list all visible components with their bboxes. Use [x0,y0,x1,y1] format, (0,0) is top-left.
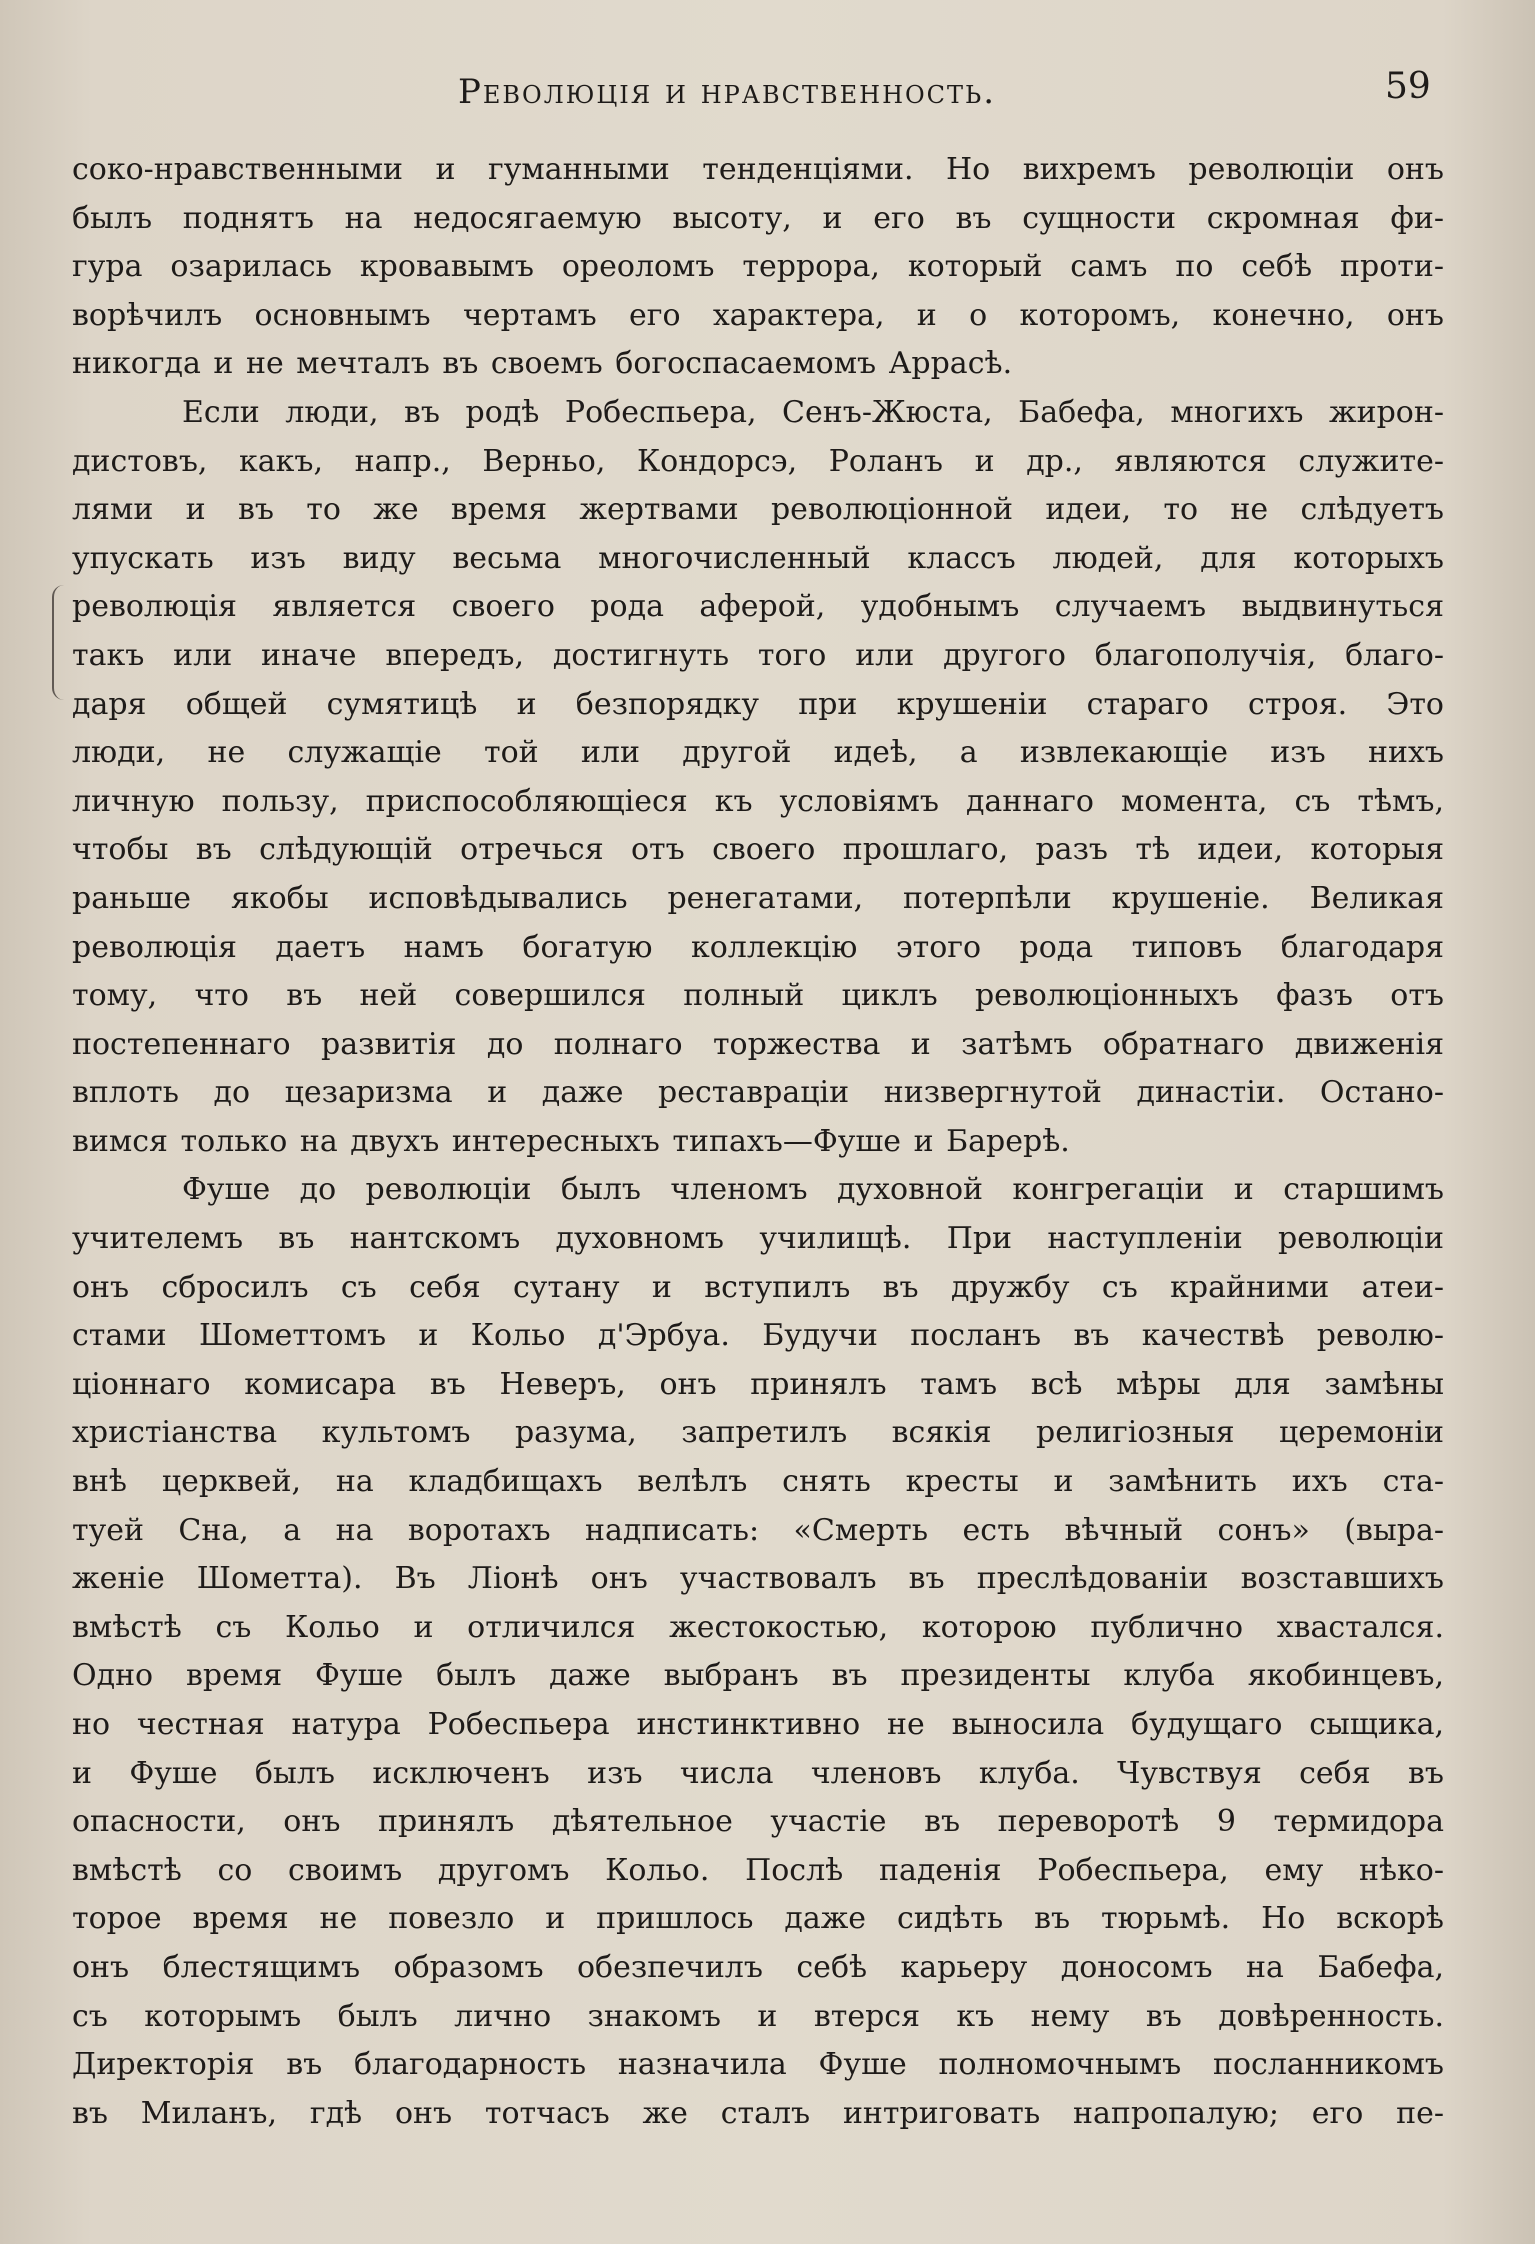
running-head [0,66,1535,122]
text-line: вмѣстѣ со своимъ другомъ Кольо. Послѣ паденія Робеспьера, ему нѣко- [72,1852,1444,1888]
text-line: христіанства культомъ разума, запретилъ всякія религіозныя церемоніи [72,1415,1444,1451]
text-line: въ Миланъ, гдѣ онъ тотчасъ же сталъ интриговать напропалую; его пе- [72,2095,1444,2131]
text-line: люди, не служащіе той или другой идеѣ, а извлекающіе изъ нихъ [72,735,1444,771]
text-line: такъ или иначе впередъ, достигнуть того или другого благополучія, благо- [72,637,1444,673]
text-line: туей Сна, а на воротахъ надписать: «Смерть есть вѣчный сонъ» (выра- [72,1512,1444,1548]
text-line: съ которымъ былъ лично знакомъ и втерся къ нему въ довѣренность. [72,1998,1444,2034]
text-line: вплоть до цезаризма и даже реставраціи низвергнутой династіи. Остано- [72,1075,1444,1111]
margin-bracket-mark [52,585,68,700]
text-line: Если люди, въ родѣ Робеспьера, Сенъ-Жюста, Бабефа, многихъ жирон- [182,394,1444,430]
page-number: 59 [1385,66,1431,107]
text-line: даря общей сумятицѣ и безпорядку при крушеніи стараго строя. Это [72,686,1444,722]
text-line: Одно время Фуше былъ даже выбранъ въ президенты клуба якобинцевъ, [72,1658,1444,1694]
text-line: личную пользу, приспособляющіеся къ условіямъ даннаго момента, съ тѣмъ, [72,783,1444,819]
text-line: ворѣчилъ основнымъ чертамъ его характера, и о которомъ, конечно, онъ [72,297,1444,333]
text-line: тому, что въ ней совершился полный циклъ революціонныхъ фазъ отъ [72,978,1444,1014]
text-line: женіе Шометта). Въ Ліонѣ онъ участвовалъ въ преслѣдованіи возставшихъ [72,1561,1444,1597]
text-line: упускать изъ виду весьма многочисленный классъ людей, для которыхъ [72,540,1444,576]
text-line: но честная натура Робеспьера инстинктивно не выносила будущаго сыщика, [72,1707,1444,1742]
text-line: учителемъ въ нантскомъ духовномъ училищѣ. При наступленіи революціи [72,1221,1444,1257]
text-line: Директорія въ благодарность назначила Фуше полномочнымъ посланникомъ [72,2047,1444,2083]
text-line: онъ сбросилъ съ себя сутану и вступилъ въ дружбу съ крайними атеи- [72,1269,1444,1305]
text-line: опасности, онъ принялъ дѣятельное участіе въ переворотѣ 9 термидора [72,1804,1444,1840]
text-line: торое время не повезло и пришлось даже сидѣть въ тюрьмѣ. Но вскорѣ [72,1901,1444,1937]
text-line: онъ блестящимъ образомъ обезпечилъ себѣ карьеру доносомъ на Бабефа, [72,1949,1444,1985]
body-text [72,146,1444,2138]
text-line: чтобы въ слѣдующій отречься отъ своего прошлаго, разъ тѣ идеи, которыя [72,832,1444,868]
text-line: никогда и не мечталъ въ своемъ богоспасаемомъ Аррасѣ. [72,346,1013,382]
text-line: революція даетъ намъ богатую коллекцію этого рода типовъ благодаря [72,929,1444,965]
text-line: вмѣстѣ съ Кольо и отличился жестокостью, которою публично хвастался. [72,1609,1444,1645]
text-line: ціоннаго комисара въ Неверъ, онъ принялъ тамъ всѣ мѣры для замѣны [72,1366,1444,1402]
text-line: гура озарилась кровавымъ ореоломъ террора, который самъ по себѣ проти- [72,249,1444,285]
text-line: дистовъ, какъ, напр., Верньо, Кондорсэ, Роланъ и др., являются служите- [72,443,1444,479]
text-line: внѣ церквей, на кладбищахъ велѣлъ снять кресты и замѣнить ихъ ста- [72,1464,1444,1500]
text-line: Фуше до революціи былъ членомъ духовной конгрегаціи и старшимъ [182,1172,1444,1208]
text-line: былъ поднятъ на недосягаемую высоту, и его въ сущности скромная фи- [72,200,1444,236]
text-line: раньше якобы исповѣдывались ренегатами, потерпѣли крушеніе. Великая [72,880,1444,916]
text-line: соко-нравственными и гуманными тенденціями. Но вихремъ революціи онъ [72,152,1444,187]
text-line: и Фуше былъ исключенъ изъ числа членовъ клуба. Чувствуя себя въ [72,1755,1444,1791]
text-line: постепеннаго развитія до полнаго торжества и затѣмъ обратнаго движенія [72,1026,1444,1062]
text-line: революція является своего рода аферой, удобнымъ случаемъ выдвинуться [72,589,1444,625]
text-line: стами Шометтомъ и Кольо д'Эрбуа. Будучи посланъ въ качествѣ револю- [72,1318,1444,1354]
text-line: вимся только на двухъ интересныхъ типахъ—Фуше и Барерѣ. [72,1123,1070,1159]
text-line: лями и въ то же время жертвами революціонной идеи, то не слѣдуетъ [72,492,1444,528]
running-title: Революція и нравственность. [458,72,997,112]
